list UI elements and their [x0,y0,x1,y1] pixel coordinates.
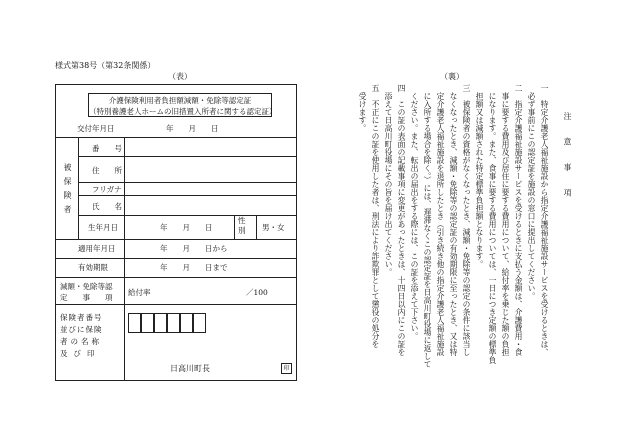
note-line: なくなったとき、減額・免除等の認定証の有効期限に至ったとき、又は特 [449,84,458,356]
note-line: になります。また、食事に要する費用については、一日につき定額の標準負 [488,84,497,364]
sex-label: 性別 [238,216,246,235]
benefit-rate-value: ／100 [246,288,268,297]
certificate-title [88,93,277,117]
reduction-label-line-2: 定 事 項 [60,293,113,302]
benefit-rate-label: 給付率 [128,288,151,297]
apply-date-value: 年 月 日から [160,244,228,253]
insurer-label-line-4: 及び印 [60,349,101,358]
certificate-back-notes [325,84,577,384]
apply-date-label: 適用年月日 [78,244,116,253]
address-label: 住 所 [92,166,122,175]
insurer-label-line-1: 保険者番号 [60,313,103,322]
insurer-number-box [141,313,154,333]
note-line: 五 不正にこの証を使用した者は、刑法により詐欺罪として懲役の処分を [371,84,380,348]
insured-person-side-label: 被保険者 [63,163,72,219]
name-label: 氏 名 [92,202,122,211]
note-line: 必ず事前にこの認定証を施設の窓口に提出してください。 [527,84,536,300]
number-label: 番 号 [92,144,122,153]
insurer-label-line-2: 並びに保険 [60,325,103,334]
note-line: 添えて日高川町役場にその旨を届け出てください。 [384,84,393,276]
insurer-number-box [154,313,167,333]
back-side-label: （裏） [440,72,464,81]
valid-period-label: 有効期限 [78,263,108,272]
birthdate-label: 生年月日 [88,223,118,232]
seal-mark: 印 [281,363,292,374]
insurer-name: 日高川町長 [170,364,210,373]
note-line: ください。また、転出の届出をする際には、この証を添えて下さい。 [410,84,419,340]
note-line: 受けます。 [358,84,367,132]
title-line-1: 介護保険利用者負担額減額・免除等認定証 [108,96,252,105]
note-line: 三 被保険者の資格がなくなったとき、減額・免除等の認定の条件に該当し [462,84,471,356]
front-side-label: （表） [168,72,192,81]
note-line: に入所する場合を除く。）には、遅滞なくこの認定証を日高川町役場に返して [423,84,432,369]
insurer-number-box [128,313,141,333]
form-number: 様式第38号（第32条関係） [55,61,156,70]
sex-value: 男・女 [262,223,285,232]
reduction-label-line-1: 減額・免除等認 [60,282,113,291]
furigana-label: フリガナ [92,185,122,194]
note-line: 四 この証の表面の記載事項に変更があったときは、十四日以内にこの証を [397,84,406,356]
insurer-label-line-3: 者の名称 [60,337,102,346]
insurer-number-box [193,313,206,333]
note-line: 一 特定介護老人福祉施設から指定介護福祉施設サービスを受けるときは、 [540,84,549,356]
notes-title: 注 意 事 項 [563,112,572,202]
issue-date-label: 交付年月日 [77,124,115,133]
note-line: 定介護老人福祉施設を退所したとき（引き続き他の指定介護老人福祉施設 [436,84,445,356]
certificate-card-front [55,84,297,381]
title-line-2: （特別養護老人ホームの旧措置入所者に関する認定証） [89,107,277,116]
note-line: 二 指定介護福祉施設サービスを受けるときに支払う金額は、介護費用・食 [514,84,523,356]
birthdate-blank: 年 月 日 [160,223,213,232]
note-line: 事に要する費用及び居住に要する費用について、給付率を乗じた額の負担 [501,84,510,356]
valid-period-value: 年 月 日まで [160,263,228,272]
insurer-number-box [180,313,193,333]
insurer-number-box [167,313,180,333]
issue-date-blank: 年 月 日 [166,124,219,133]
note-line: 担額又は減額された特定標準負担額となります。 [475,84,484,268]
